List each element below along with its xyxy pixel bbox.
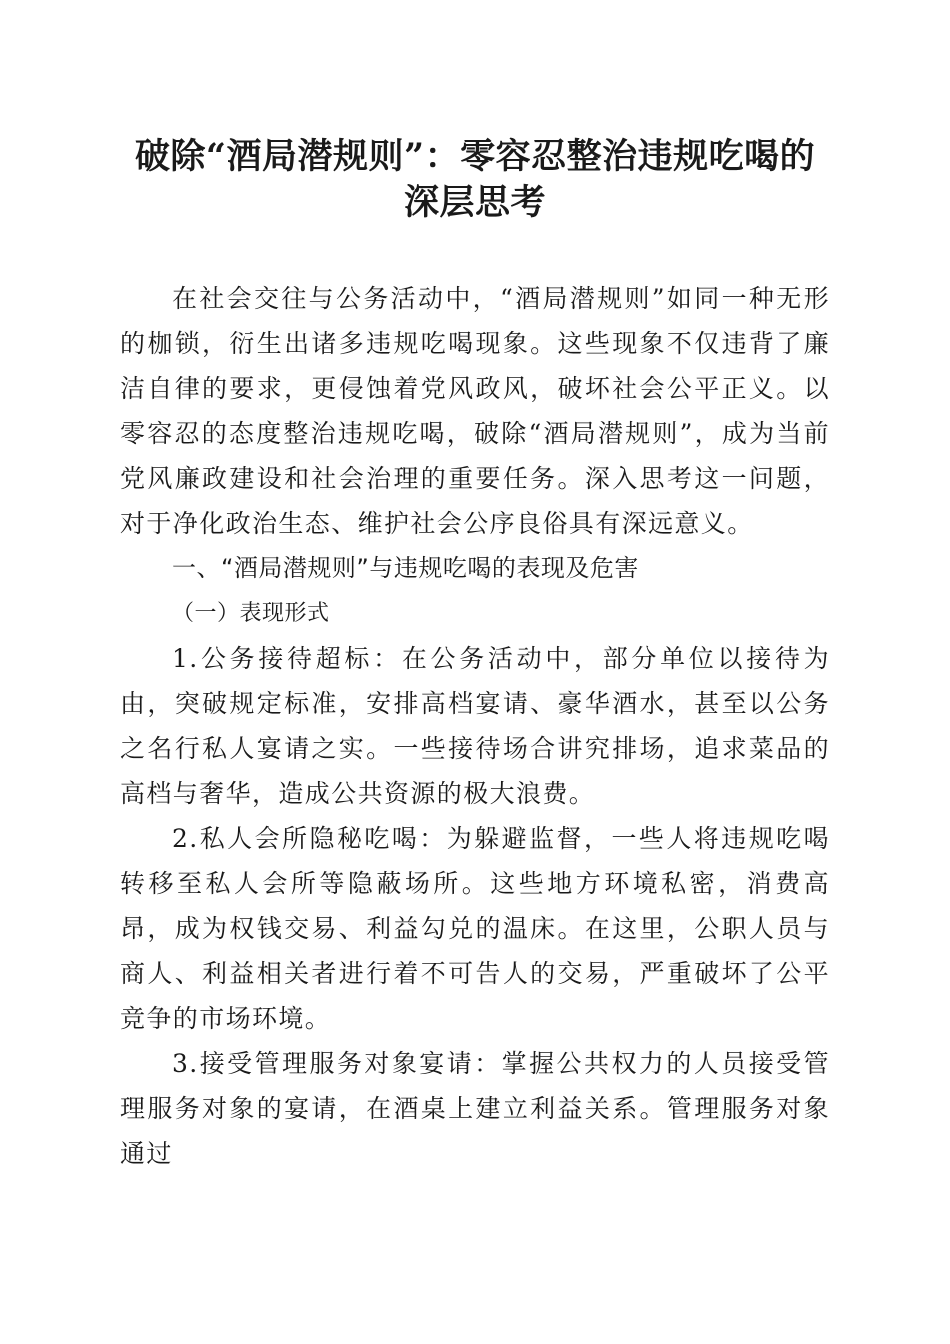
document-title: [100, 134, 850, 226]
subsection-heading: （一）表现形式: [172, 601, 330, 626]
list-item-paragraph: 2.私人会所隐秘吃喝：为躲避监督，一些人将违规吃喝转移至私人会所等隐蔽场所。这些地方环境私密，消费高昂，成为权钱交易、利益勾兑的温床。在这里，公职人员与商人、利益相关者进行着不可告人的交易，严重破坏了公平竞争的市场环境。: [120, 824, 830, 1033]
title-line-2: 深层思考: [403, 182, 546, 223]
title-line-1: 破除“酒局潜规则”：零容忍整治违规吃喝的: [134, 136, 816, 177]
intro-paragraph: 在社会交往与公务活动中，“酒局潜规则”如同一种无形的枷锁，衍生出诸多违规吃喝现象。这些现象不仅违背了廉洁自律的要求，更侵蚀着党风政风，破坏社会公平正义。以零容忍的态度整治违规吃喝，破除“酒局潜规则”，成为当前党风廉政建设和社会治理的重要任务。深入思考这一问题，对于净化政治生态、维护社会公序良俗具有深远意义。: [120, 284, 830, 538]
list-item-paragraph: 3.接受管理服务对象宴请：掌握公共权力的人员接受管理服务对象的宴请，在酒桌上建立利益关系。管理服务对象通过: [120, 1049, 830, 1168]
list-item-paragraph: 1.公务接待超标：在公务活动中，部分单位以接待为由，突破规定标准，安排高档宴请、豪华酒水，甚至以公务之名行私人宴请之实。一些接待场合讲究排场，追求菜品的高档与奢华，造成公共资源的极大浪费。: [120, 644, 830, 808]
document-body: [120, 276, 830, 1176]
section-heading: 一、“酒局潜规则”与违规吃喝的表现及危害: [172, 554, 639, 582]
